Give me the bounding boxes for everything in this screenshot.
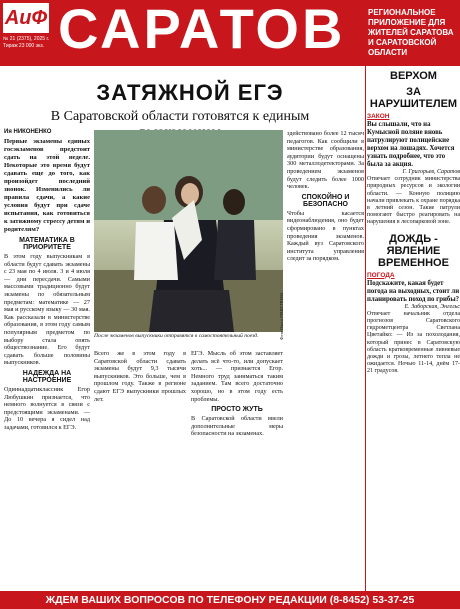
issue-info: № 21 (2375), 2025 г. Тираж 23 000 экз. xyxy=(3,36,50,49)
article-headline: ЗАТЯЖНОЙ ЕГЭ xyxy=(96,80,284,105)
sidebar-title-1b: ЗА НАРУШИТЕЛЕМ xyxy=(369,86,458,110)
sidebar-divider xyxy=(365,66,366,591)
reader-1-signature: Г. Григорьев, Саратов xyxy=(402,169,460,175)
column-2 xyxy=(94,350,186,590)
column-3 xyxy=(191,350,283,590)
rubric-law: ЗАКОН xyxy=(367,113,390,120)
sidebar-title-1: ВЕРХОМ xyxy=(390,70,437,82)
column-1 xyxy=(4,138,90,590)
answer-1: Отвечает сотрудник министерства природных ресурсов и экологии области. — Конную полицию начали привлекать к охране порядка в летний сезон. Такие патрули помогают быстро реагировать на нарушения в лесопарковой зоне. xyxy=(367,176,460,226)
column-4-text-b: Чтобы касается видеонаблюдения, оно будет сформировано в пунктах проведения экзаменов. Каждый вуз Саратовского института управления следит за порядком. xyxy=(287,209,364,263)
article-photo xyxy=(94,130,283,332)
sidebar xyxy=(367,66,460,591)
column-1-text-b: Одиннадцатиклассник Егор Любушкин признается, что немного волнуется в связи с предстоящими экзаменами. — До 10 вечера я сидел над задачами, готовился к ЕГЭ. xyxy=(4,385,90,431)
aif-logo: АиФ xyxy=(3,3,49,33)
subheading-math: МАТЕМАТИКА В ПРИОРИТЕТЕ xyxy=(19,237,75,251)
masthead-title: САРАТОВ xyxy=(58,0,346,60)
reader-question-1: Вы слышали, что на Кумысной поляне вновь патрулируют полицейские верхом на лошадях. Хочется узнать подробнее, что это была за акция. xyxy=(367,121,455,168)
photo-credit: Фото Ольги РЕШЕТНЕВА xyxy=(279,292,284,340)
answer-2: Отвечает начальник отдела прогнозов Саратовского гидрометцентра Светлана Цветайко: — Из за похолодания, который принес в Саратовскую область кратковременные ливневые дожди и грозы, летнего тепла не ожидается. Ночью 11-14, днём 17-21 градусов. xyxy=(367,310,460,375)
article-author: Ия НИКОНЕНКО xyxy=(4,129,52,135)
article-lead: Первые экзамены единых госэкзаменов предстоит сдать на этой неделе. Некоторые это время будут сдавать еще до того, как произойдет последний звонок. Изменились ли правила сдачи, а какие условия будут при сдаче испытания, как готовиться к затяжному стрессу детям и родителям? xyxy=(4,138,90,233)
column-1-text: В этом году выпускникам в области будут сдавать экзамены с 23 мая по 4 июля. 3 и 4 июля — дни пересдачи. Самыми массовыми традиционно будут экзамены по обязательным предметам: математике — 27 мая и русскому языку — 30 мая. Как рассказали в министерстве образования, в этом году самым популярным предметом по выбору стала опять обществознание. Его будут сдавать больше половины выпускников. xyxy=(4,253,90,367)
column-4-text: здействовано более 12 тысяч педагогов. Как сообщили в министерстве образования, аудитории будут оснащены 300 металлодетекторами. За проведением экзаменов будут следить более 1000 человек. xyxy=(287,130,364,191)
subheading-calm: СПОКОЙНО И БЕЗОПАСНО xyxy=(301,193,350,208)
sidebar-title-2: ДОЖДЬ - ЯВЛЕНИЕ ВРЕМЕННОЕ xyxy=(378,232,449,269)
subheading-awful: ПРОСТО ЖУТЬ xyxy=(211,406,263,414)
column-4 xyxy=(287,130,364,590)
rubric-weather: ПОГОДА xyxy=(367,271,395,279)
column-3-text-b: В Саратовской области ввели дополнительные меры безопасности на экзаменах. xyxy=(191,415,283,438)
reader-2-signature: Е. Заборская, Энгельс xyxy=(404,303,460,310)
article-subhead: В Саратовской области готовятся к единым xyxy=(50,109,310,124)
students-photo-illustration xyxy=(94,130,283,332)
column-2-text: Всего же в этом году в Саратовской области сдавать экзамены будут 9,3 тысячи выпускников. Это больше, чем в прошлом году. Также в регионе сдают ЕГЭ выпускники прошлых лет. xyxy=(94,350,186,403)
photo-caption: После экзаменов выпускники отправятся в самостоятельный поезд. xyxy=(94,333,259,339)
masthead-subtitle: РЕГИОНАЛЬНОЕ ПРИЛОЖЕНИЕ ДЛЯ ЖИТЕЛЕЙ САРАТОВА И САРАТОВСКОЙ ОБЛАСТИ xyxy=(368,8,454,57)
column-3-text: ЕГЭ. Мысль об этом заставляет делать всё что-то, или допускает хоть... — признается Егор. Немного труд заниматься таким заданием. Там всего достаточно хорошо, но в этом году есть проблемы. xyxy=(191,350,283,403)
masthead xyxy=(0,0,460,66)
footer-banner: ЖДЕМ ВАШИХ ВОПРОСОВ ПО ТЕЛЕФОНУ РЕДАКЦИИ (8-8452) 53-37-25 xyxy=(0,591,460,609)
reader-question-2: Подскажите, какая будет погода на выходных, стоит ли планировать поход по грибы? xyxy=(367,279,460,303)
subheading-hope: НАДЕЖДА НА НАСТРОЕНИЕ xyxy=(22,369,72,384)
